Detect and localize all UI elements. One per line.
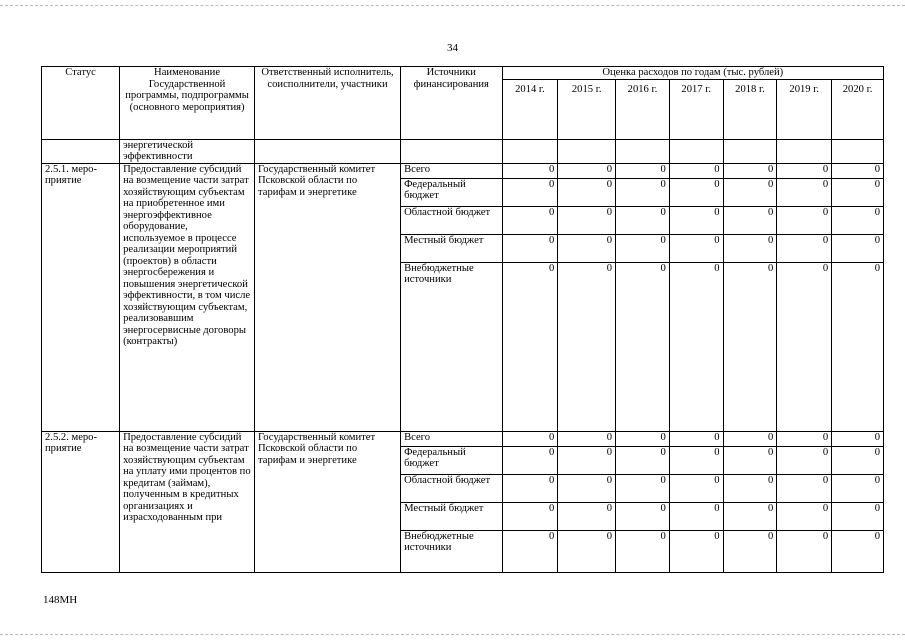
cost-value: 0	[502, 474, 558, 502]
cost-value: 0	[777, 431, 832, 446]
cost-value: 0	[616, 178, 670, 206]
cost-value: 0	[723, 178, 777, 206]
cost-value: 0	[723, 234, 777, 262]
cost-value: 0	[502, 502, 558, 530]
continuation-text: энергетической эффективности	[120, 139, 255, 163]
empty-cell	[723, 139, 777, 163]
cost-value: 0	[723, 530, 777, 572]
funding-source: Внебюджетные источники	[401, 262, 502, 431]
funding-source: Всего	[401, 163, 502, 178]
cost-value: 0	[616, 474, 670, 502]
cost-value: 0	[558, 431, 616, 446]
cost-value: 0	[502, 163, 558, 178]
header-row	[42, 67, 884, 80]
header-year: 2019 г.	[777, 79, 832, 139]
cost-value: 0	[777, 446, 832, 474]
cost-value: 0	[832, 234, 884, 262]
continuation-row	[42, 139, 884, 163]
cost-value: 0	[832, 530, 884, 572]
cost-value: 0	[832, 206, 884, 234]
cost-value: 0	[669, 431, 723, 446]
cost-value: 0	[558, 502, 616, 530]
empty-cell	[42, 139, 120, 163]
cost-value: 0	[777, 474, 832, 502]
cost-value: 0	[502, 178, 558, 206]
cost-value: 0	[723, 446, 777, 474]
table-body	[42, 67, 884, 573]
cost-value: 0	[558, 530, 616, 572]
funding-source: Областной бюджет	[401, 474, 502, 502]
cost-value: 0	[723, 163, 777, 178]
empty-cell	[669, 139, 723, 163]
header-year: 2015 г.	[558, 79, 616, 139]
header-year: 2014 г.	[502, 79, 558, 139]
cost-value: 0	[669, 206, 723, 234]
cost-value: 0	[616, 234, 670, 262]
empty-cell	[502, 139, 558, 163]
header-sources: Источники финансирования	[401, 67, 502, 140]
cost-value: 0	[616, 502, 670, 530]
activity-name: Предоставление субсидий на возмещение части затрат хозяйствующим субъектам на приобретенное ими энергоэффективное оборудование, используемое в процессе реализации мероприятий (проектов) в области энергосбережения и повышения энергетической эффективности, в том числе хозяйствующим субъектам, реализовавшим энергосервисные договоры (контракты)	[120, 163, 255, 431]
cost-value: 0	[616, 163, 670, 178]
cost-value: 0	[777, 502, 832, 530]
page-number: 34	[447, 42, 458, 54]
cost-value: 0	[669, 163, 723, 178]
cost-value: 0	[777, 178, 832, 206]
cost-value: 0	[558, 474, 616, 502]
cost-value: 0	[558, 206, 616, 234]
empty-cell	[401, 139, 502, 163]
header-costs: Оценка расходов по годам (тыс. рублей)	[502, 67, 884, 80]
cost-value: 0	[723, 206, 777, 234]
cost-value: 0	[502, 446, 558, 474]
cost-value: 0	[832, 446, 884, 474]
cost-value: 0	[616, 206, 670, 234]
cost-value: 0	[502, 234, 558, 262]
funding-source: Всего	[401, 431, 502, 446]
cost-value: 0	[558, 262, 616, 431]
empty-cell	[777, 139, 832, 163]
cost-value: 0	[832, 163, 884, 178]
cost-value: 0	[832, 474, 884, 502]
cost-value: 0	[723, 262, 777, 431]
page-bottom-edge	[0, 634, 905, 635]
cost-value: 0	[558, 178, 616, 206]
cost-value: 0	[669, 262, 723, 431]
funding-row	[42, 163, 884, 178]
cost-value: 0	[616, 262, 670, 431]
cost-value: 0	[669, 446, 723, 474]
empty-cell	[832, 139, 884, 163]
empty-cell	[255, 139, 401, 163]
document-code: 148МН	[43, 594, 78, 606]
cost-value: 0	[502, 206, 558, 234]
funding-source: Областной бюджет	[401, 206, 502, 234]
cost-value: 0	[832, 502, 884, 530]
cost-value: 0	[502, 431, 558, 446]
cost-value: 0	[616, 446, 670, 474]
activity-status: 2.5.2. меро-приятие	[42, 431, 120, 572]
empty-cell	[616, 139, 670, 163]
activity-status: 2.5.1. меро-приятие	[42, 163, 120, 431]
cost-value: 0	[777, 530, 832, 572]
cost-value: 0	[558, 234, 616, 262]
cost-value: 0	[777, 206, 832, 234]
header-year: 2020 г.	[832, 79, 884, 139]
cost-value: 0	[723, 431, 777, 446]
funding-source: Внебюджетные источники	[401, 530, 502, 572]
header-year: 2018 г.	[723, 79, 777, 139]
cost-value: 0	[669, 530, 723, 572]
activity-responsible: Государственный комитет Псковской области по тарифам и энергетике	[255, 431, 401, 572]
cost-value: 0	[669, 178, 723, 206]
cost-value: 0	[777, 234, 832, 262]
budget-table	[41, 66, 884, 573]
funding-source: Местный бюджет	[401, 234, 502, 262]
cost-value: 0	[832, 178, 884, 206]
funding-source: Федеральный бюджет	[401, 446, 502, 474]
activity-responsible: Государственный комитет Псковской области по тарифам и энергетике	[255, 163, 401, 431]
funding-source: Местный бюджет	[401, 502, 502, 530]
header-year: 2016 г.	[616, 79, 670, 139]
cost-value: 0	[669, 234, 723, 262]
cost-value: 0	[616, 530, 670, 572]
cost-value: 0	[616, 431, 670, 446]
header-year: 2017 г.	[669, 79, 723, 139]
funding-source: Федеральный бюджет	[401, 178, 502, 206]
cost-value: 0	[777, 163, 832, 178]
cost-value: 0	[558, 446, 616, 474]
cost-value: 0	[669, 474, 723, 502]
cost-value: 0	[832, 431, 884, 446]
header-status: Статус	[42, 67, 120, 140]
cost-value: 0	[502, 262, 558, 431]
cost-value: 0	[669, 502, 723, 530]
header-name: Наименование Государственной программы, подпрограммы (основного мероприятия)	[120, 67, 255, 140]
cost-value: 0	[723, 474, 777, 502]
activity-name: Предоставление субсидий на возмещение части затрат хозяйствующим субъектам на уплату ими процентов по кредитам (займам), полученным в кредитных организациях и израсходованным при	[120, 431, 255, 572]
cost-value: 0	[558, 163, 616, 178]
header-responsible: Ответственный исполнитель, соисполнители, участники	[255, 67, 401, 140]
cost-value: 0	[723, 502, 777, 530]
funding-row	[42, 431, 884, 446]
cost-value: 0	[832, 262, 884, 431]
cost-value: 0	[777, 262, 832, 431]
cost-value: 0	[502, 530, 558, 572]
page-top-edge	[0, 5, 905, 6]
empty-cell	[558, 139, 616, 163]
